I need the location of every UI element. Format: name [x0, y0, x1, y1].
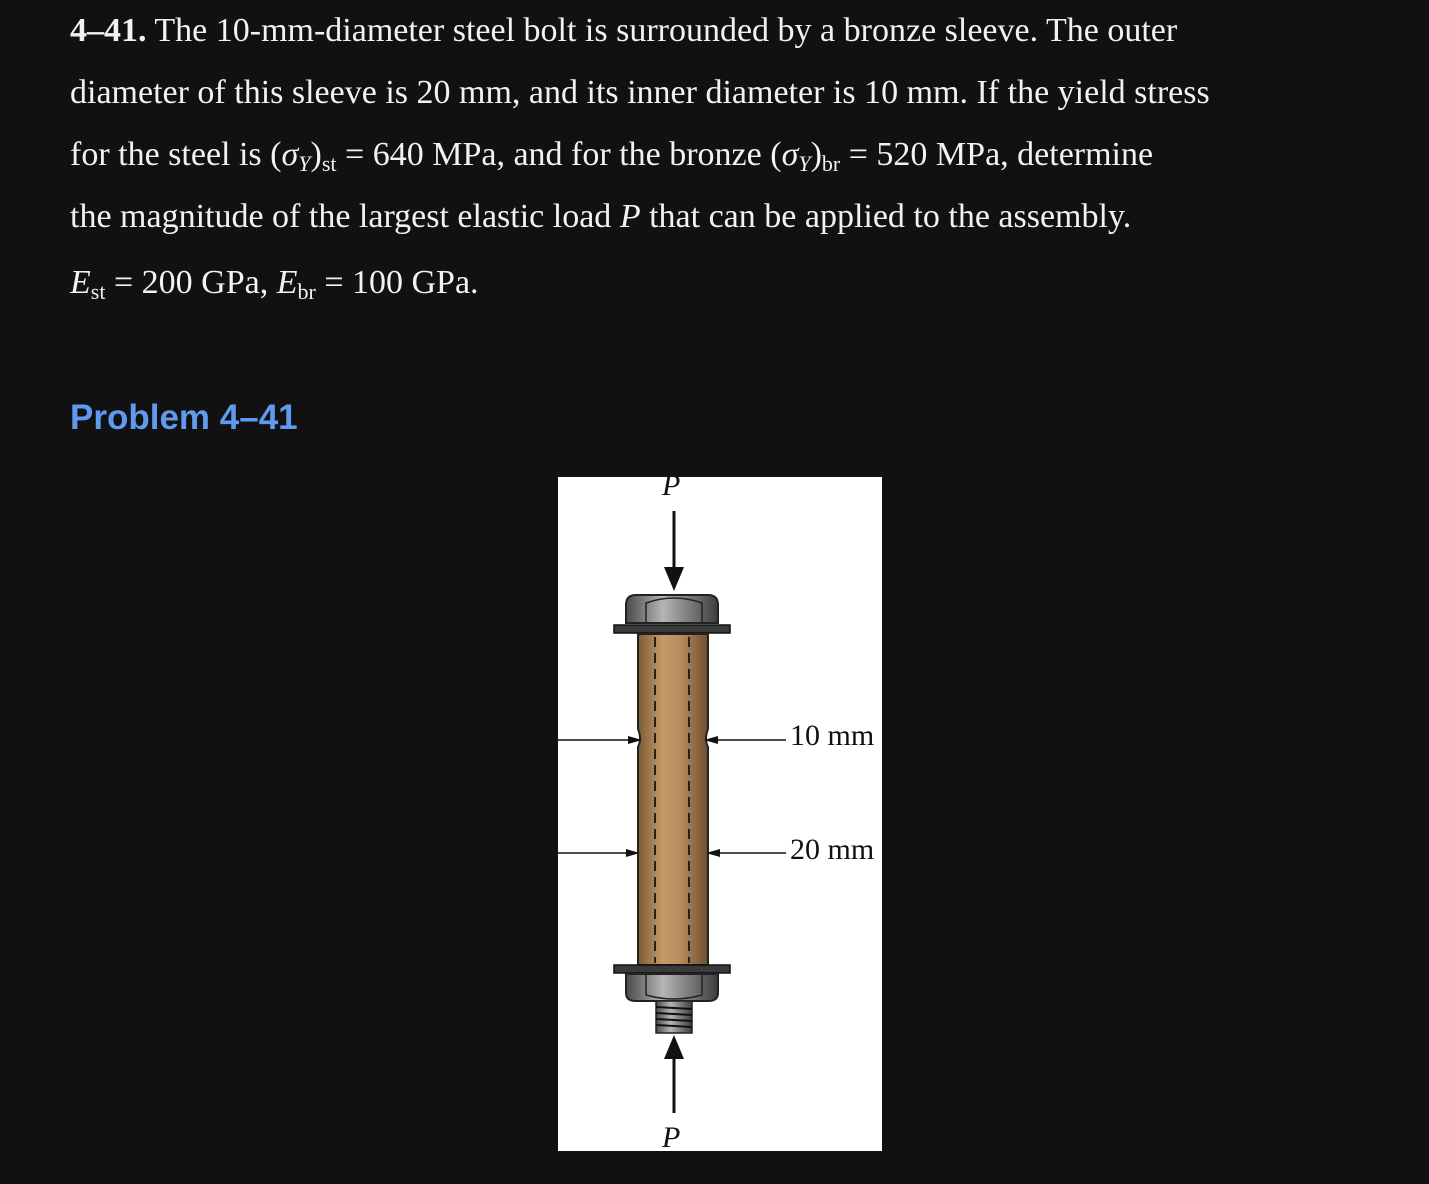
top-load-arrow: [664, 511, 684, 591]
bolt-head: [614, 595, 730, 633]
problem-line-2: diameter of this sleeve is 20 mm, and its inner diameter is 10 mm. If the yield stress: [70, 74, 1210, 111]
dim-label-inner: 10 mm: [790, 719, 875, 752]
problem-line-3: for the steel is $(\sigma_Y)_{st} = 640$ MPa, and for the bronze $(\sigma_Y)_{br} = 520$ MPa, determine: [70, 136, 1154, 176]
dim-label-outer: 20 mm: [790, 833, 875, 866]
bolt-sleeve-figure: [558, 469, 882, 1154]
bolt-diagram: [558, 477, 882, 1151]
problem-number: 4–41.: [70, 12, 147, 49]
load-label-top: P: [662, 469, 681, 502]
problem-line-5: $E_{st} = 200$ GPa, $E_{br} = 100$ GPa.: [70, 264, 479, 304]
problem-line-4: the magnitude of the largest elastic load P that can be applied to the assembly.: [70, 198, 1132, 235]
bolt-nut: [614, 965, 730, 1001]
problem-heading: Problem 4–41: [70, 398, 298, 437]
load-label-bottom: P: [662, 1121, 681, 1154]
bronze-sleeve: [638, 634, 708, 965]
problem-line-1: 4–41. The 10-mm-diameter steel bolt is surrounded by a bronze sleeve. The outer: [70, 12, 1178, 49]
bolt-thread: [656, 1001, 692, 1033]
bottom-load-arrow: [664, 1035, 684, 1113]
problem-statement: [70, 0, 1370, 314]
